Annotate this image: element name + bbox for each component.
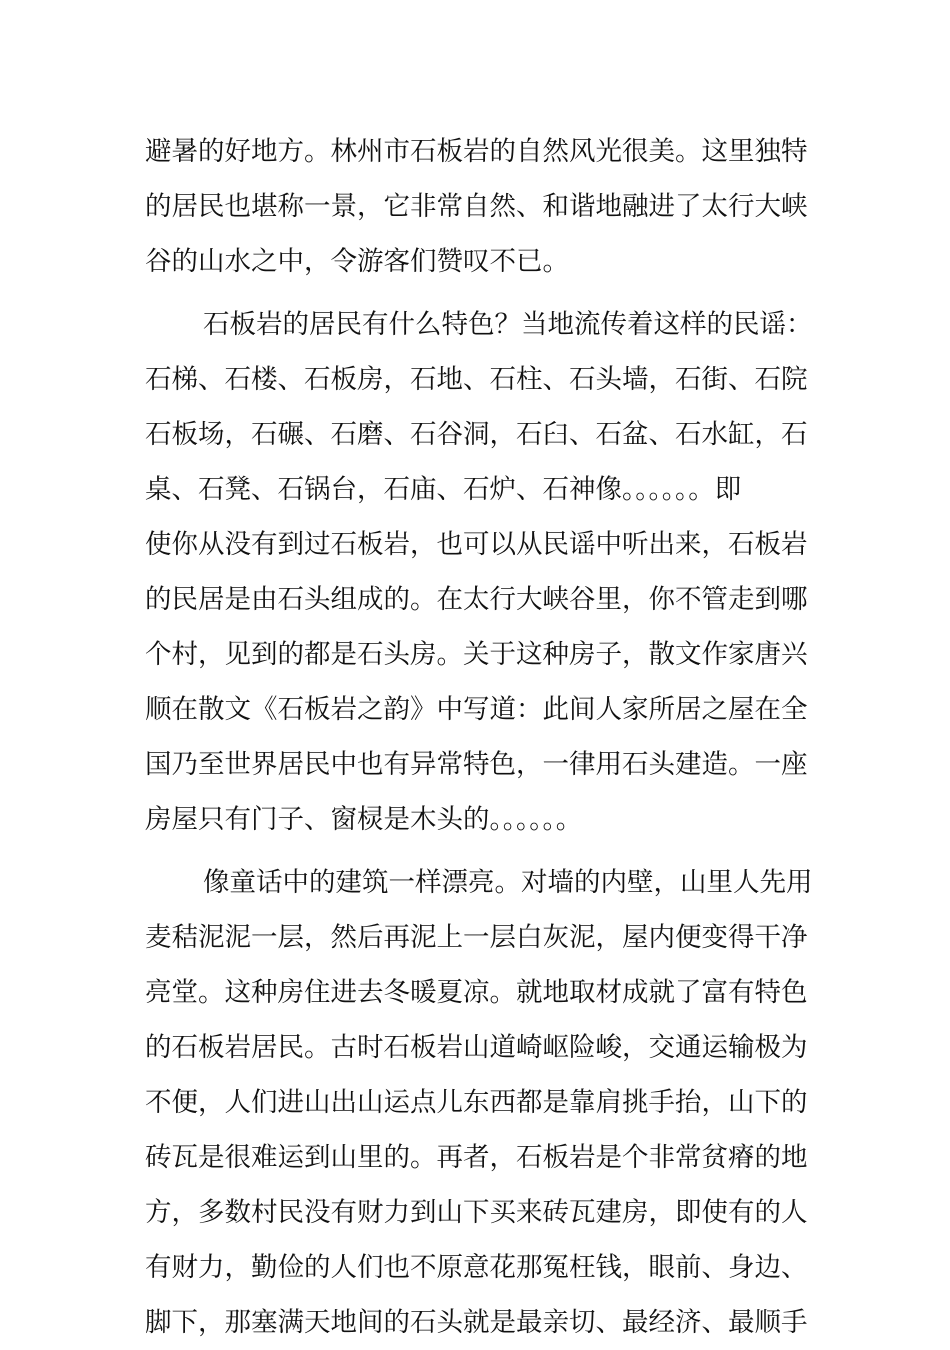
text-line: 方，多数村民没有财力到山下买来砖瓦建房，即使有的人 bbox=[145, 1197, 808, 1228]
text-line: 个村，见到的都是石头房。关于这种房子，散文作家唐兴 bbox=[145, 639, 808, 670]
text-line: 砖瓦是很难运到山里的。再者，石板岩是个非常贫瘠的地 bbox=[145, 1142, 808, 1173]
text-line: 石梯、石楼、石板房，石地、石柱、石头墙，石街、石院 bbox=[145, 364, 808, 395]
text-line: 石板场，石碾、石磨、石谷洞，石臼、石盆、石水缸，石 bbox=[145, 419, 808, 450]
paragraph-start-line: 石板岩的居民有什么特色？当地流传着这样的民谣： bbox=[203, 309, 813, 340]
text-line: 避暑的好地方。林州市石板岩的自然风光很美。这里独特 bbox=[145, 136, 808, 167]
paragraph-start-line: 像童话中的建筑一样漂亮。对墙的内壁，山里人先用 bbox=[203, 867, 813, 898]
text-line: 国乃至世界居民中也有异常特色，一律用石头建造。一座 bbox=[145, 749, 808, 780]
text-line: 桌、石凳、石锅台，石庙、石炉、石神像。。。。。。即 bbox=[145, 474, 742, 505]
text-line: 有财力，勤俭的人们也不原意花那冤枉钱，眼前、身边、 bbox=[145, 1252, 808, 1283]
text-line: 麦秸泥泥一层，然后再泥上一层白灰泥，屋内便变得干净 bbox=[145, 922, 808, 953]
text-line: 顺在散文《石板岩之韵》中写道：此间人家所居之屋在全 bbox=[145, 694, 808, 725]
text-line: 的石板岩居民。古时石板岩山道崎岖险峻，交通运输极为 bbox=[145, 1032, 808, 1063]
text-line: 亮堂。这种房住进去冬暖夏凉。就地取材成就了富有特色 bbox=[145, 977, 808, 1008]
text-line: 不便，人们进山出山运点儿东西都是靠肩挑手抬，山下的 bbox=[145, 1087, 808, 1118]
text-line: 的民居是由石头组成的。在太行大峡谷里，你不管走到哪 bbox=[145, 584, 808, 615]
text-line: 谷的山水之中，令游客们赞叹不已。 bbox=[145, 246, 569, 277]
text-line: 脚下，那塞满天地间的石头就是最亲切、最经济、最顺手 bbox=[145, 1307, 808, 1338]
text-line: 使你从没有到过石板岩，也可以从民谣中听出来，石板岩 bbox=[145, 529, 808, 560]
body-text bbox=[145, 124, 813, 1350]
text-line: 房屋只有门子、窗棂是木头的。。。。。。 bbox=[145, 804, 583, 835]
text-line: 的居民也堪称一景，它非常自然、和谐地融进了太行大峡 bbox=[145, 191, 808, 222]
